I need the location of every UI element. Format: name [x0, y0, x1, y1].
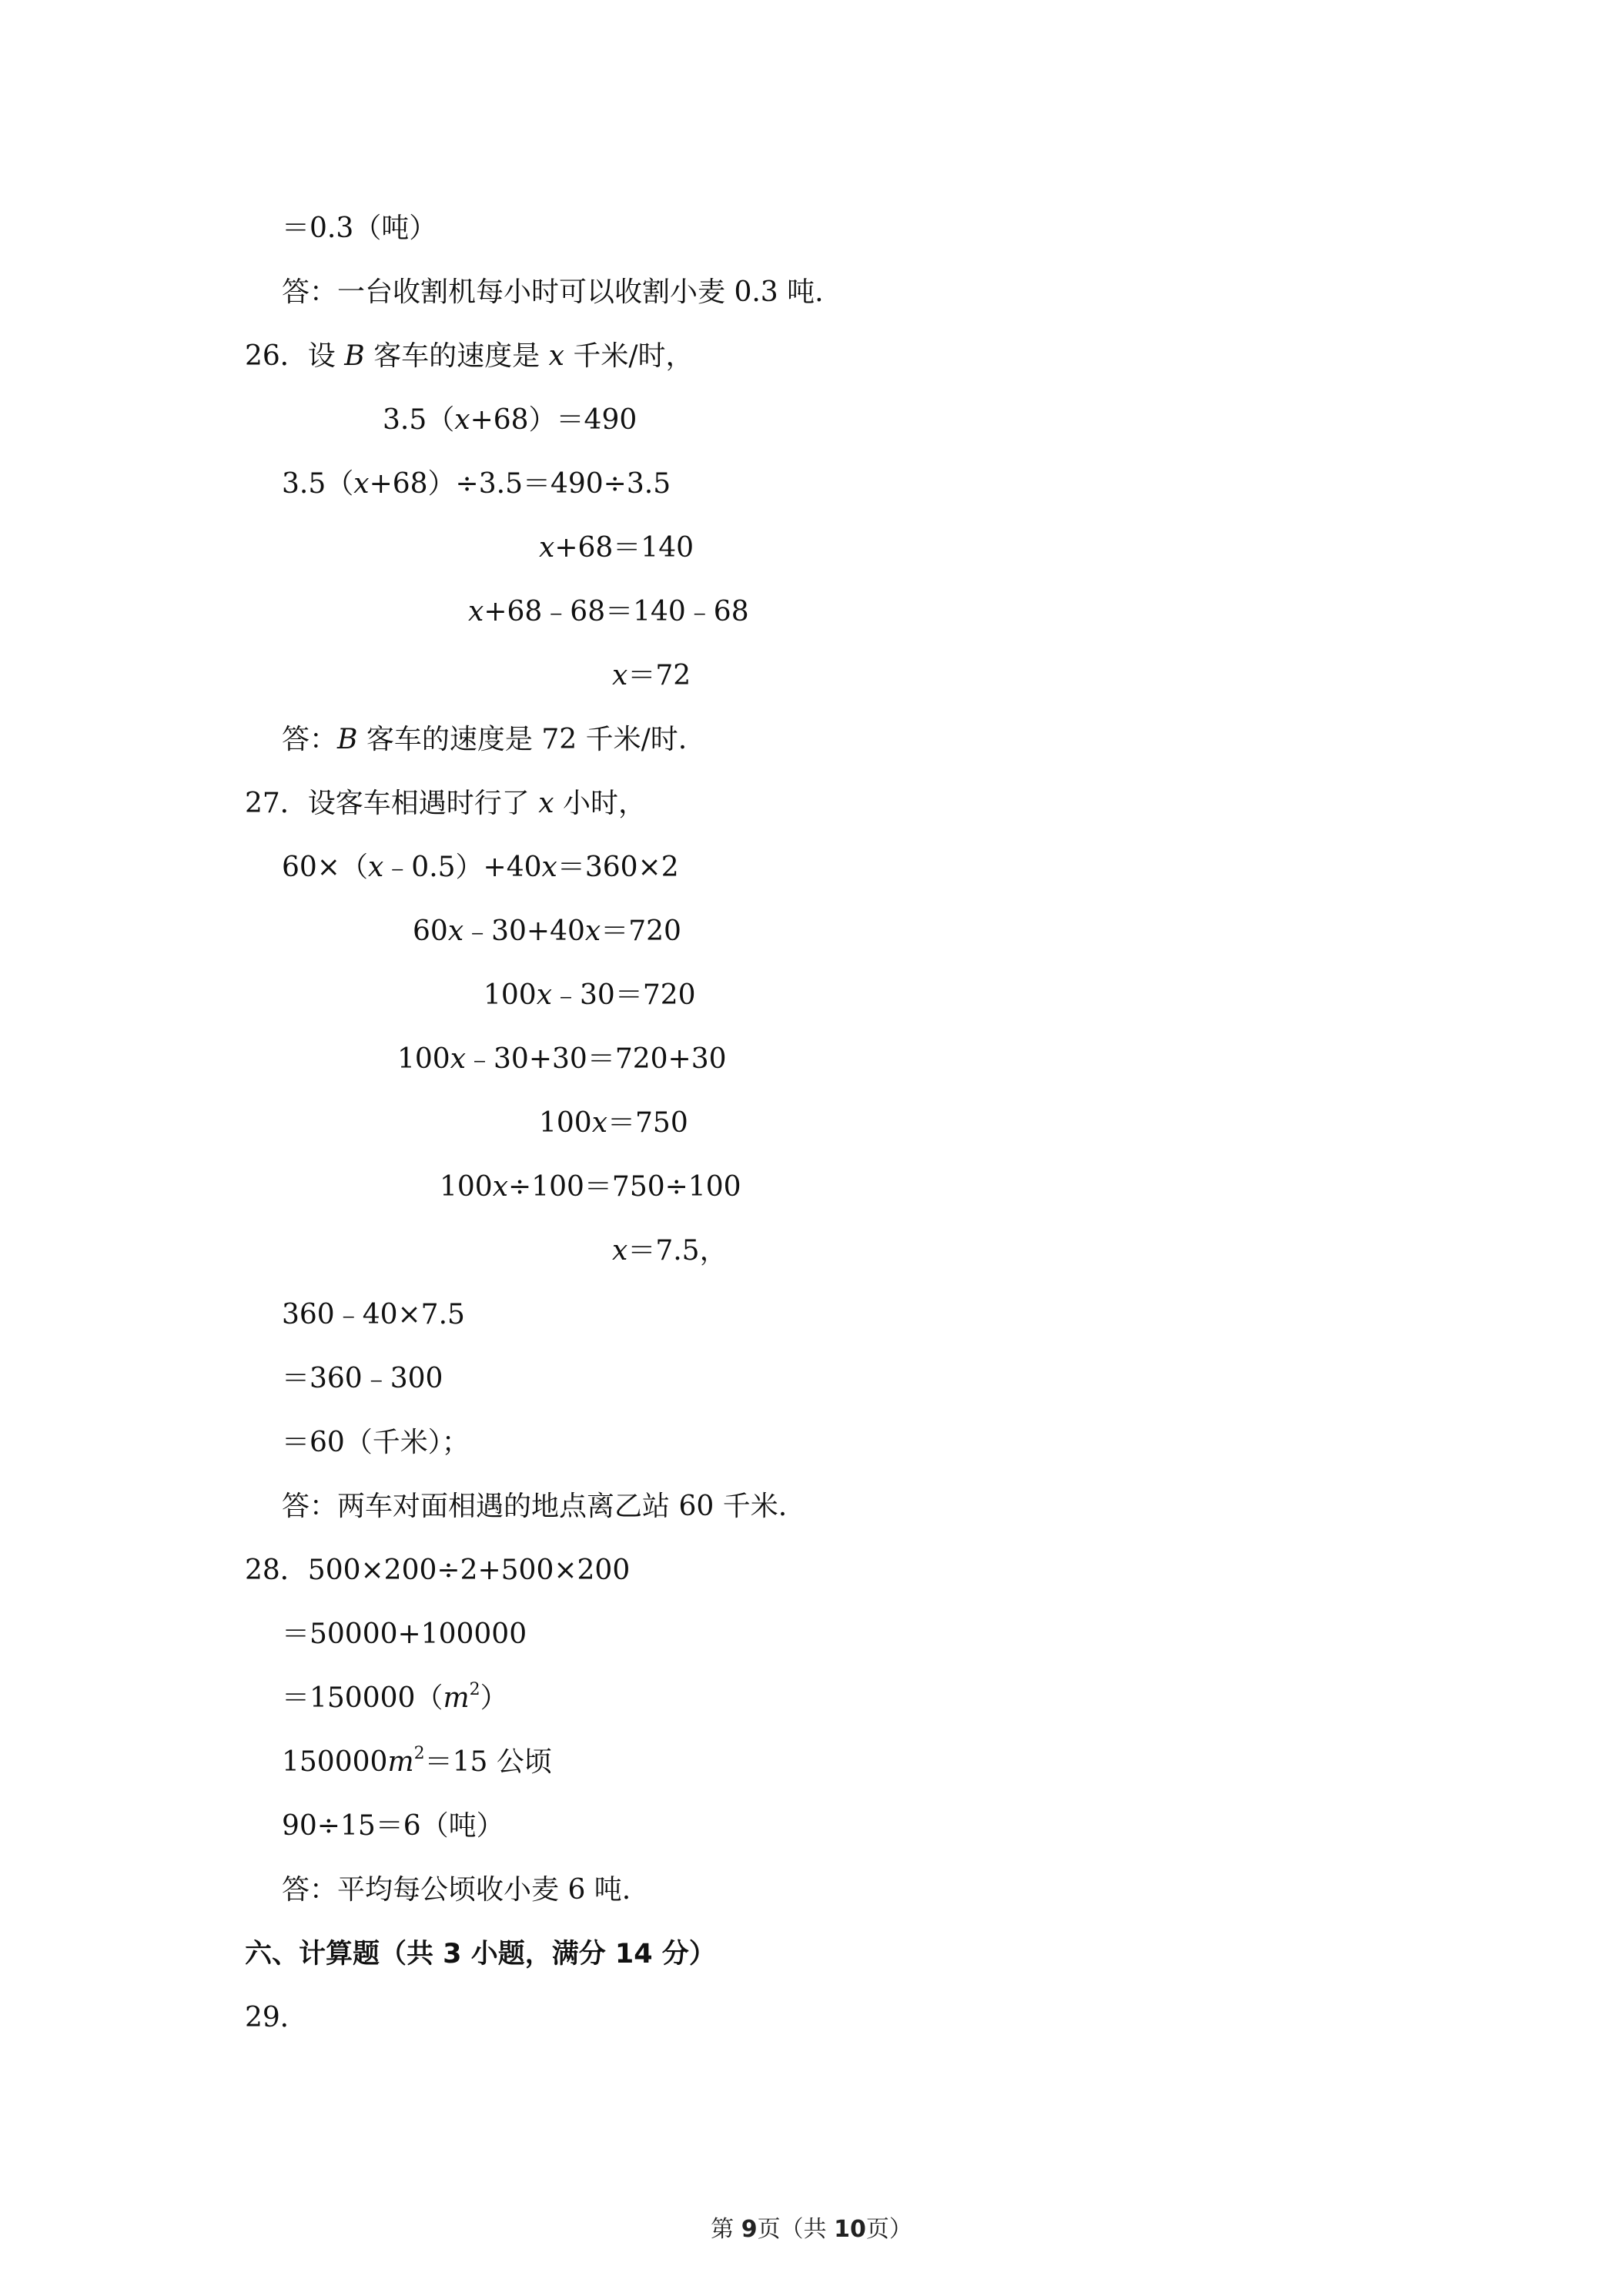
calc-line: [282, 1426, 470, 1460]
text: 3.5（: [383, 404, 455, 436]
var: x: [538, 788, 554, 819]
text: 100: [539, 1107, 592, 1139]
text: ﹣30+30＝720+30: [466, 1043, 727, 1075]
equation-line: [612, 659, 691, 693]
equation-line: [440, 1170, 741, 1204]
equation-line: [282, 851, 679, 885]
equation-line: [397, 1043, 727, 1076]
equation-line: [484, 979, 696, 1012]
var: x: [548, 340, 564, 372]
var: x: [612, 1235, 628, 1267]
var: x: [536, 979, 553, 1011]
question-26-setup: [245, 340, 694, 373]
text: ﹣30＝720: [552, 979, 696, 1011]
text: 小时，: [554, 788, 647, 819]
answer-27: [282, 1490, 787, 1524]
page-footer: [0, 2210, 1623, 2244]
text: 3.5（: [282, 468, 354, 500]
text: 答：一台收割机每小时可以收割小麦 0.3 吨.: [282, 276, 824, 308]
text: 六、计算题（共 3 小题，满分 14 分）: [245, 1939, 716, 1970]
superscript: 2: [469, 1680, 480, 1699]
answer-25: [282, 276, 824, 310]
equation-line: [468, 595, 749, 629]
text: ＝50000+100000: [282, 1618, 527, 1650]
var: B: [337, 724, 358, 755]
text: ＝0.3（吨）: [282, 213, 437, 244]
var: x: [454, 404, 470, 436]
text: 26．设: [245, 340, 345, 372]
var: x: [492, 1171, 509, 1203]
question-29-number: [245, 2001, 308, 2035]
text: ﹣0.5）+40: [383, 852, 542, 883]
text: 千米/时，: [564, 340, 694, 372]
var: x: [591, 1107, 608, 1139]
text: 页）: [865, 2216, 912, 2243]
text: 答：两车对面相遇的地点离乙站 60 千米.: [282, 1491, 788, 1522]
text: 150000: [282, 1746, 388, 1778]
answer-28: [282, 1873, 631, 1907]
text: 答：平均每公顷收小麦 6 吨.: [282, 1874, 631, 1906]
question-27-setup: [245, 787, 646, 821]
answer-26: [282, 723, 687, 757]
equation-line: [413, 915, 681, 949]
text: +68﹣68＝140﹣68: [484, 596, 749, 628]
section-heading: [245, 1937, 716, 1971]
text: 100: [440, 1171, 493, 1203]
text: 360﹣40×7.5: [282, 1299, 465, 1330]
text: +68）＝490: [470, 404, 637, 436]
text: ＝7.5，: [627, 1235, 728, 1267]
var: x: [584, 915, 601, 947]
text: ＝360×2: [557, 852, 679, 883]
text: 28．500×200÷2+500×200: [245, 1555, 631, 1586]
text: ÷100＝750÷100: [508, 1171, 741, 1203]
equation-line: [612, 1234, 728, 1268]
text: 27．设客车相遇时行了: [245, 788, 539, 819]
text: 100: [397, 1043, 450, 1075]
calc-line: [282, 1809, 504, 1843]
calc-line: [282, 1298, 465, 1332]
text: ＝15 公顷: [424, 1746, 552, 1778]
text: 答：: [282, 724, 338, 755]
text: 60: [413, 915, 448, 947]
calc-line: [282, 1682, 508, 1715]
line-result-ton: [282, 212, 437, 246]
text: ＝720: [601, 915, 681, 947]
calc-line: [282, 1618, 527, 1652]
text: ）: [480, 1682, 508, 1714]
equation-line: [282, 467, 671, 501]
calc-line: [282, 1745, 552, 1779]
var: x: [468, 596, 484, 628]
calc-line: [282, 1362, 443, 1396]
var: B: [344, 340, 365, 372]
text: 页（共: [757, 2216, 835, 2243]
total-pages: 10: [834, 2216, 866, 2243]
text: 29．: [245, 2002, 308, 2033]
var: m: [387, 1746, 414, 1778]
text: +68）÷3.5＝490÷3.5: [369, 468, 671, 500]
text: 60×（: [282, 852, 368, 883]
var: x: [450, 1043, 467, 1075]
text: 客车的速度是 72 千米/时.: [357, 724, 688, 755]
text: 第: [711, 2216, 741, 2243]
text: ＝72: [627, 660, 691, 691]
text: ＝150000（: [282, 1682, 443, 1714]
equation-line: [539, 531, 694, 565]
var: m: [443, 1682, 470, 1714]
superscript: 2: [413, 1744, 425, 1763]
text: 100: [484, 979, 537, 1011]
var: x: [367, 852, 384, 883]
text: ＝360﹣300: [282, 1363, 443, 1394]
question-28-calc: [245, 1554, 630, 1588]
text: ﹣30+40: [463, 915, 585, 947]
var: x: [541, 852, 557, 883]
text: +68＝140: [554, 532, 694, 564]
text: ＝750: [607, 1107, 688, 1139]
var: x: [539, 532, 555, 564]
text: 客车的速度是: [364, 340, 549, 372]
text: 90÷15＝6（吨）: [282, 1810, 504, 1842]
var: x: [353, 468, 370, 500]
text: ＝60（千米）；: [282, 1427, 470, 1458]
equation-line: [539, 1106, 688, 1140]
var: x: [447, 915, 464, 947]
equation-line: [383, 403, 637, 437]
page-number: 9: [741, 2216, 758, 2243]
var: x: [612, 660, 628, 691]
